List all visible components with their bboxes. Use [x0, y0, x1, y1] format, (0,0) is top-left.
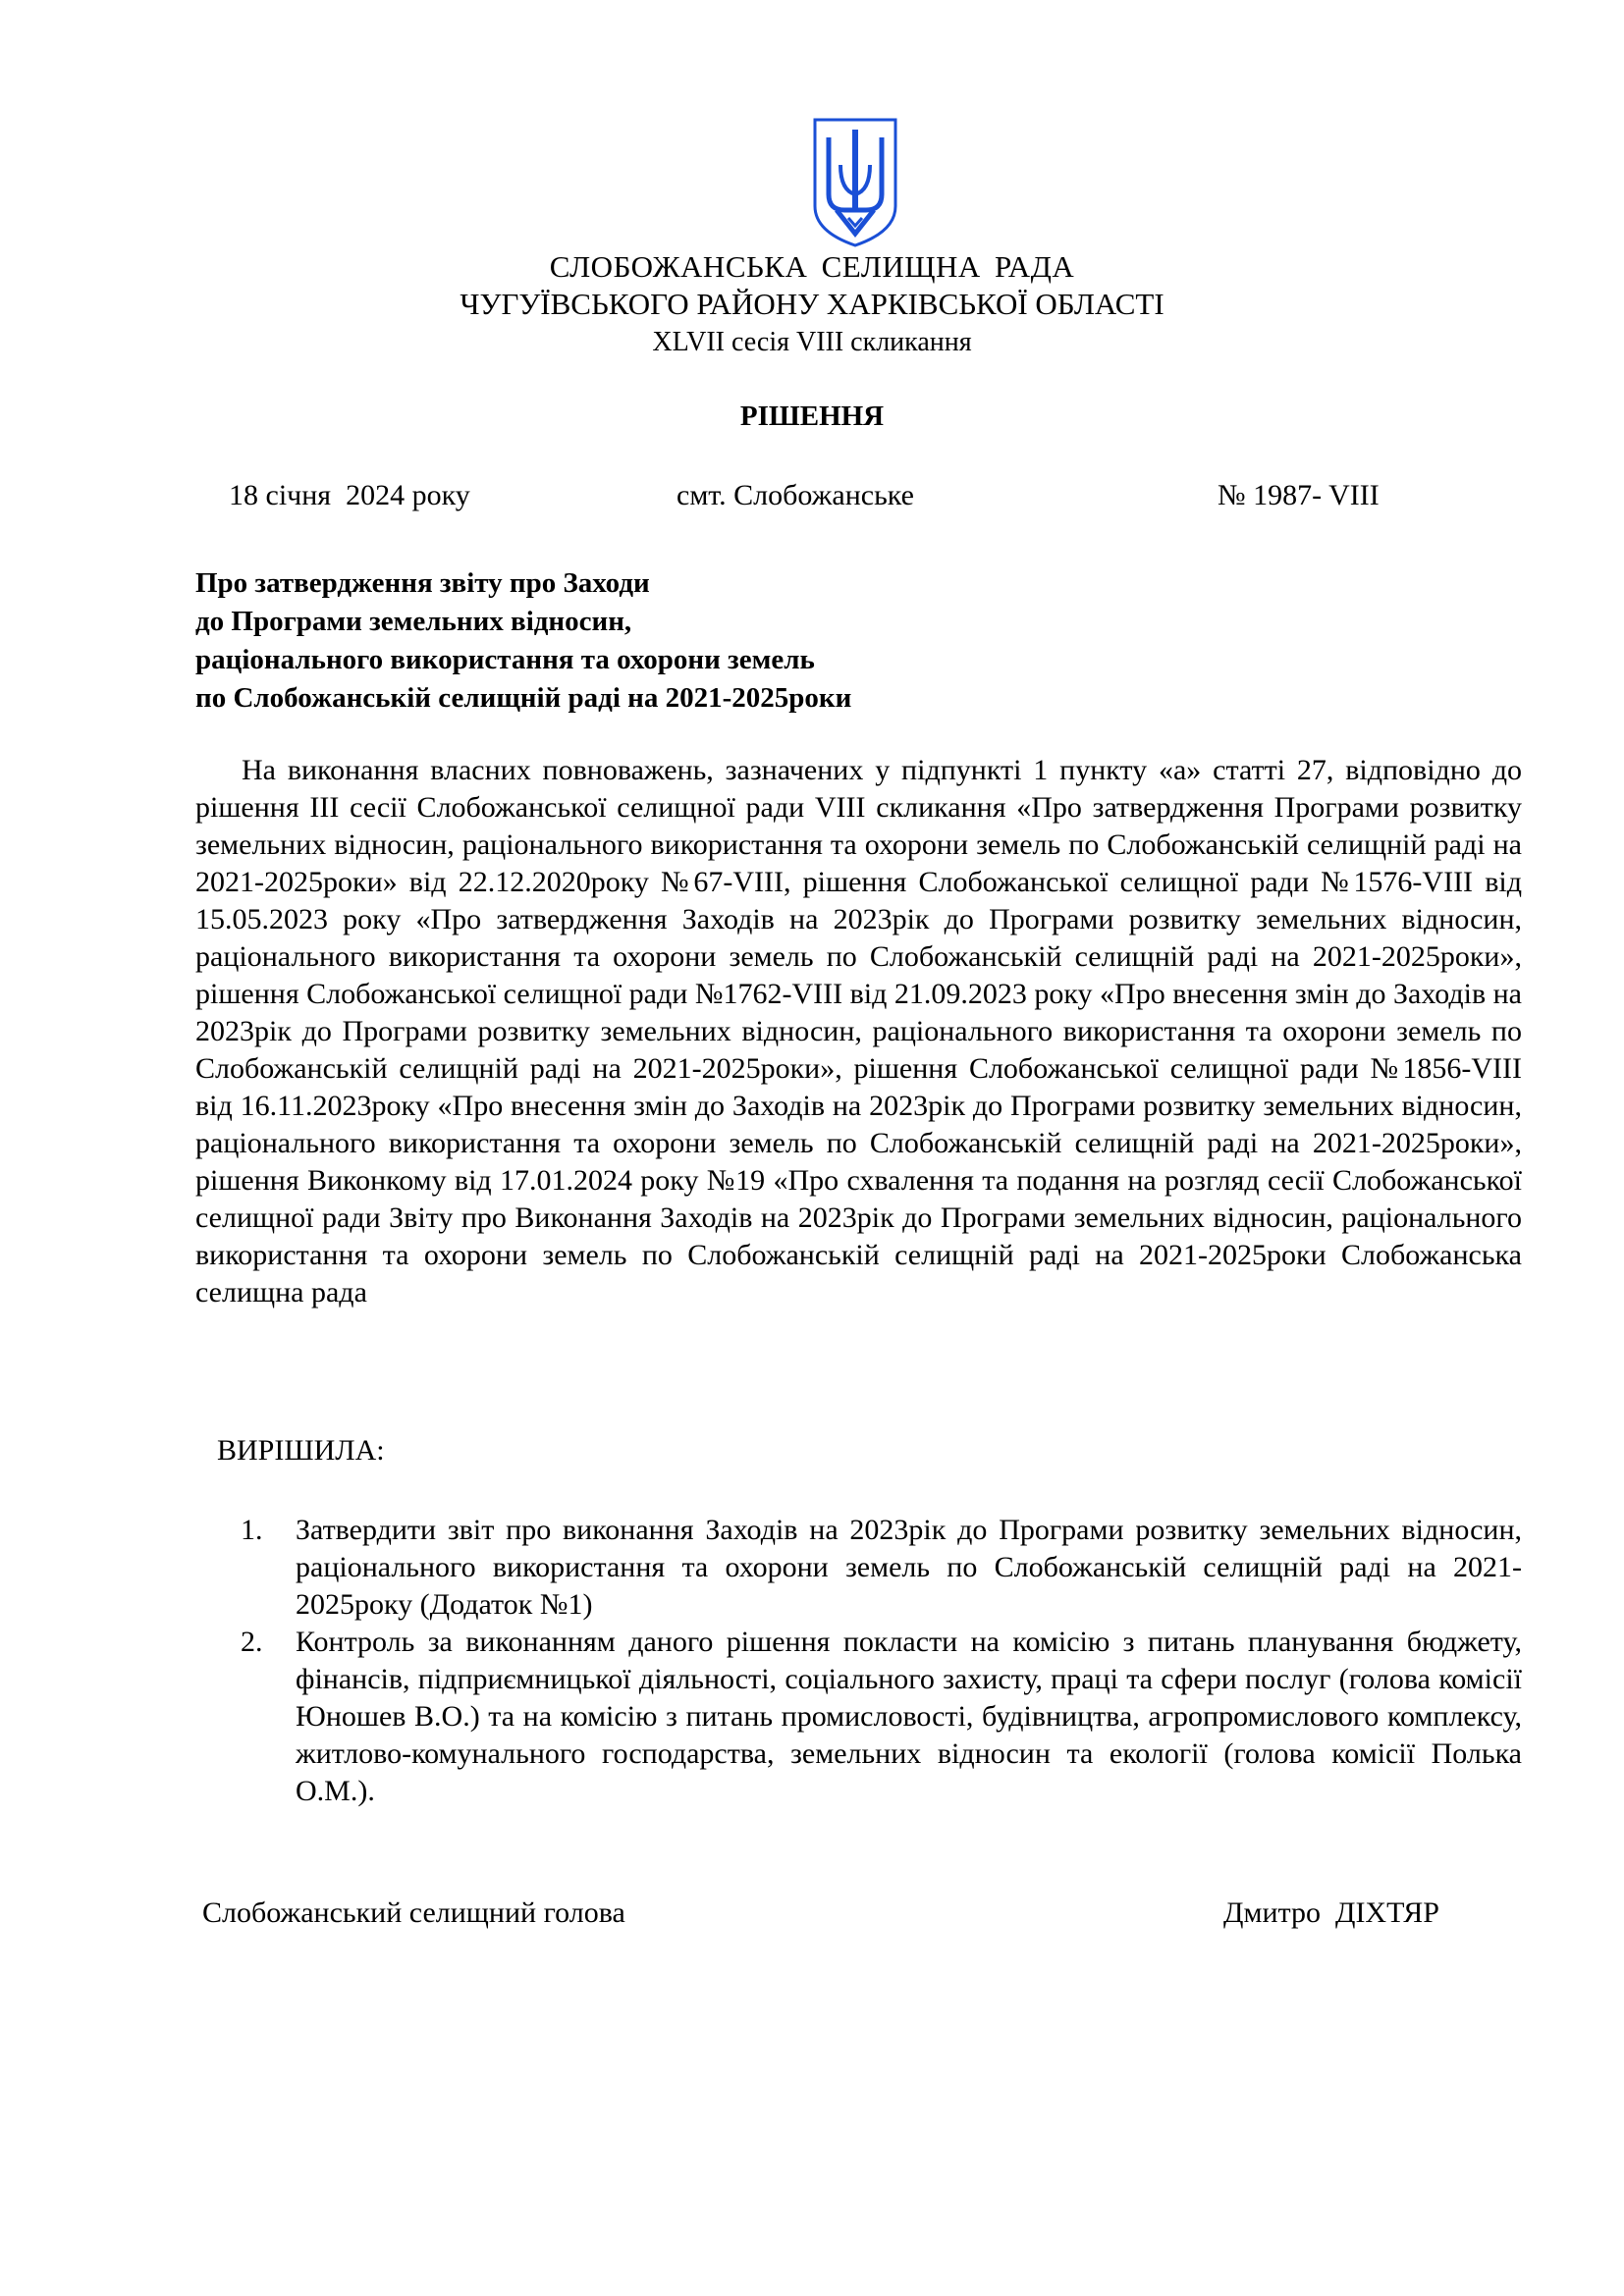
decision-number: 1.: [241, 1514, 263, 1546]
preamble-paragraph: На виконання власних повноважень, зазначених у підпункті 1 пункту «а» статті 27, відповідно до рішення ІІІ сесії Слобожанської селищної ради VIII скликання «Про затвердження Програми розвитку земельних відносин, раціонального використання та охорони земель по Слобожанській селищній раді на 2021-2025роки» від 22.12.2020року №67-VIII, рішення Слобожанської селищної ради №1576-VIII від 15.05.2023 року «Про затвердження Заходів на 2023рік до Програми розвитку земельних відносин, раціонального використання та охорони земель по Слобожанській селищній раді на 2021-2025роки», рішення Слобожанської селищної ради №1762-VIII від 21.09.2023 року «Про внесення змін до Заходів на 2023рік до Програми розвитку земельних відносин, раціонального використання та охорони земель по Слобожанській селищній раді на 2021-2025роки», рішення Слобожанської селищної ради №1856-VIII від 16.11.2023року «Про внесення змін до Заходів на 2023рік до Програми розвитку земельних відносин, раціонального використання та охорони земель по Слобожанській селищній раді на 2021-2025роки», рішення Виконкому від 17.01.2024 року №19 «Про схвалення та подання на розгляд сесії Слобожанської селищної ради Звіту про Виконання Заходів на 2023рік до Програми земельних відносин, раціонального використання та охорони земель по Слобожанській селищній раді на 2021-2025роки Слобожанська селищна рада: [195, 754, 1522, 1308]
decision-item: [241, 1512, 1522, 1624]
document-subject: [195, 564, 851, 718]
decision-number: 2.: [241, 1626, 263, 1658]
decision-list: [241, 1512, 1522, 1810]
document-number: № 1987- VIII: [1218, 479, 1380, 511]
council-name: СЛОБОЖАНСЬКА СЕЛИЩНА РАДА: [549, 249, 1075, 284]
session-info: XLVII сесія VIII скликання: [652, 327, 972, 357]
decision-item: [241, 1624, 1522, 1810]
decision-text: Затвердити звіт про виконання Заходів на 2023рік до Програми розвитку земельних відносин, раціонального використання та охорони земель по Слобожанській селищній раді на 2021-2025року (Додаток №1): [296, 1514, 1522, 1621]
district-name: ЧУГУЇВСЬКОГО РАЙОНУ ХАРКІВСЬКОЇ ОБЛАСТІ: [460, 287, 1164, 321]
document-place: смт. Слобожанське: [677, 479, 914, 511]
subject-line: Про затвердження звіту про Заходи: [195, 567, 650, 599]
ukraine-trident-coat-of-arms-icon: [811, 116, 899, 249]
subject-line: до Програми земельних відносин,: [195, 606, 632, 637]
subject-line: по Слобожанській селищній раді на 2021-2025роки: [195, 682, 852, 714]
signatory-name: Дмитро ДІХТЯР: [1223, 1896, 1439, 1929]
decision-text: Контроль за виконанням даного рішення покласти на комісію з питань планування бюджету, фінансів, підприємницької діяльності, соціального захисту, праці та сфери послуг (голова комісії Юношев В.О.) та на комісію з питань промисловості, будівництва, агропромислового комплексу, житлово-комунального господарства, земельних відносин та екології (голова комісії Полька О.М.).: [296, 1626, 1522, 1807]
subject-line: раціонального використання та охорони земель: [195, 644, 815, 675]
signatory-role: Слобожанський селищний голова: [202, 1896, 625, 1929]
document-date: 18 січня 2024 року: [229, 479, 470, 511]
resolved-heading: ВИРІШИЛА:: [217, 1434, 385, 1467]
document-title: РІШЕННЯ: [739, 400, 885, 432]
